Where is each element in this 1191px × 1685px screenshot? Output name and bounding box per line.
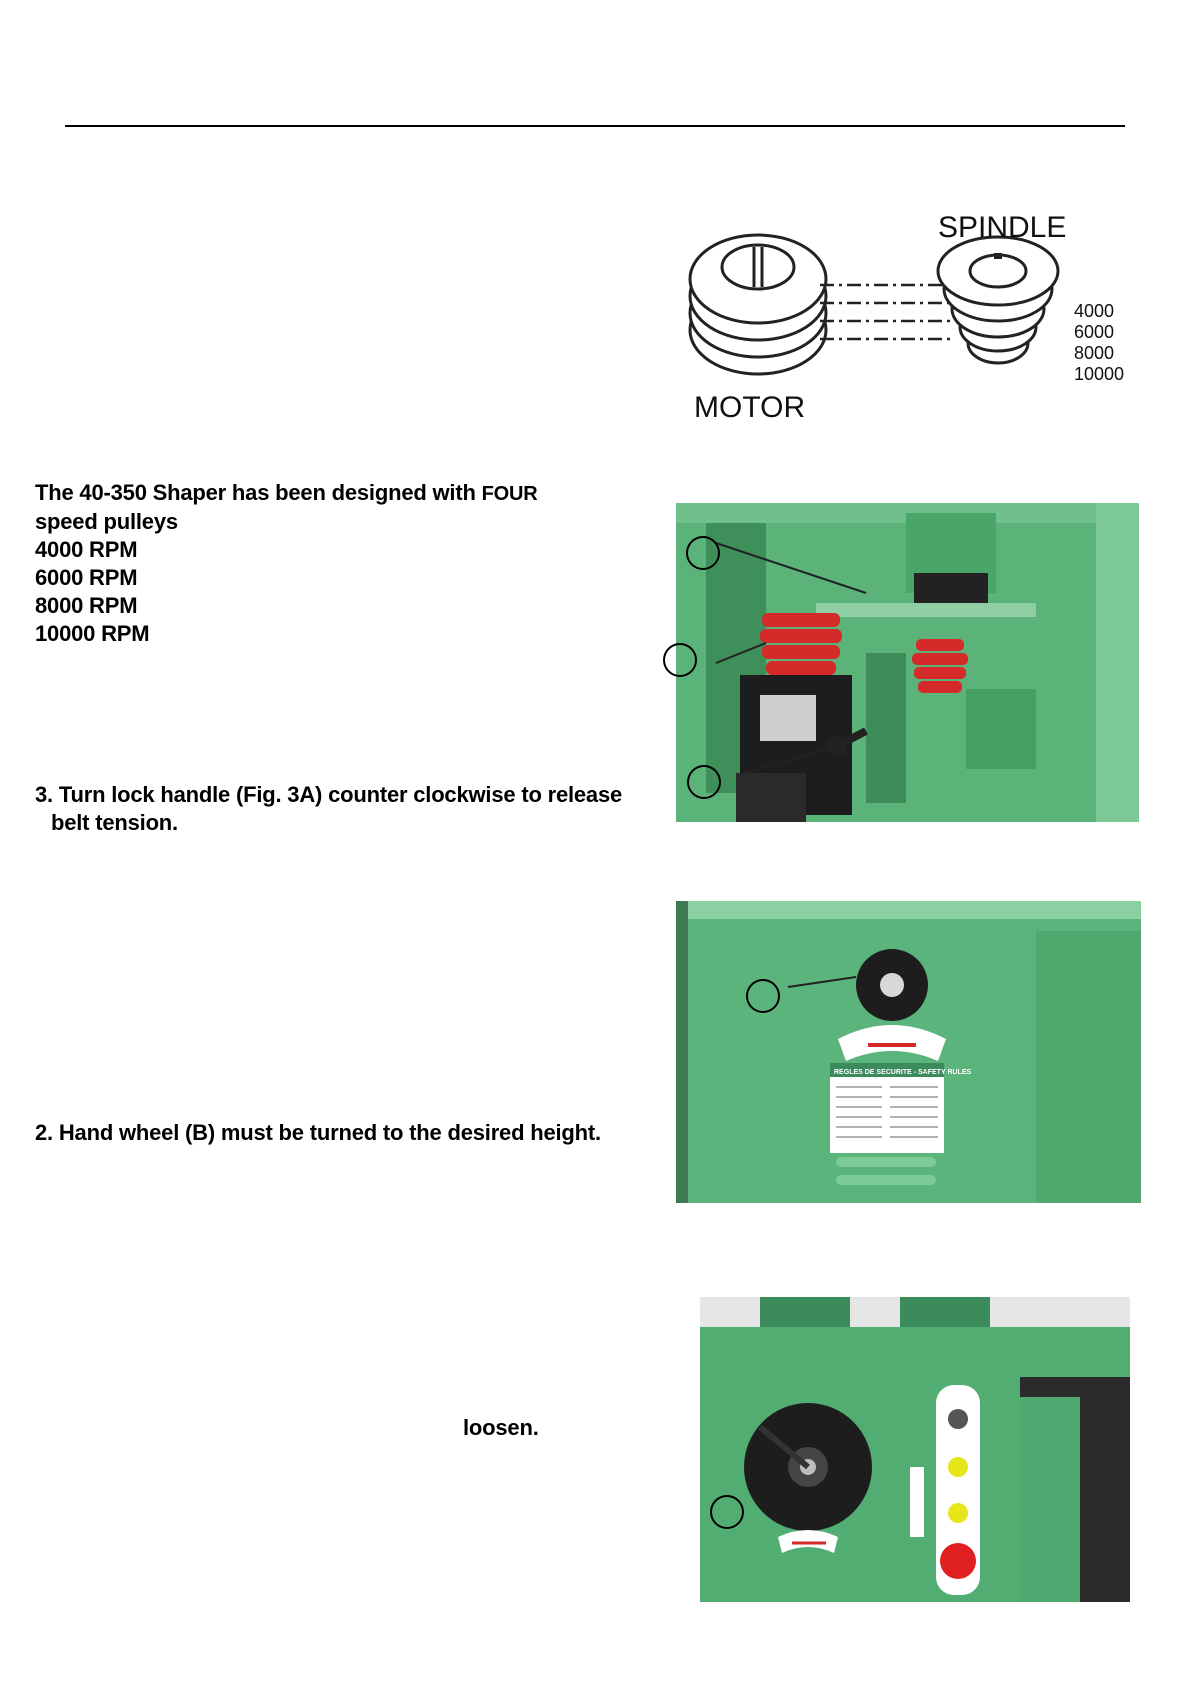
- spindle-label: SPINDLE: [938, 211, 1067, 244]
- callout-circle: [663, 643, 697, 677]
- motor-pulley-icon: [690, 235, 826, 374]
- pulley-speed-diagram: [680, 205, 1140, 435]
- callout-circle: [710, 1495, 744, 1529]
- motor-label: MOTOR: [694, 391, 806, 424]
- speed-item: 8000 RPM: [35, 593, 138, 618]
- callout-circle: [746, 979, 780, 1013]
- pulley-compartment-photo: [676, 503, 1139, 822]
- step-text: 3. Turn lock handle (Fig. 3A) counter clockwise to release: [35, 782, 623, 807]
- step-text: 2. Hand wheel (B) must be turned to the desired height.: [35, 1120, 601, 1145]
- intro-emphasis: FOUR: [481, 483, 538, 505]
- callout-circle: [686, 536, 720, 570]
- intro-line-2: speed pulleys: [35, 509, 178, 534]
- speed-item: 6000 RPM: [35, 565, 138, 590]
- lock-knob-photo: [676, 901, 1141, 1203]
- step-text: loosen.: [463, 1415, 539, 1440]
- header-rule: [65, 125, 1125, 127]
- speed-label: 6000: [1074, 322, 1115, 342]
- intro-line-1: [35, 479, 537, 508]
- hand-wheel-photo: [700, 1297, 1130, 1602]
- spindle-pulley-icon: [938, 237, 1058, 363]
- step-text: belt tension.: [51, 810, 178, 835]
- speed-label: 4000: [1074, 301, 1115, 321]
- intro-text: The 40-350 Shaper has been designed with: [35, 480, 482, 505]
- speed-label: 10000: [1074, 364, 1125, 384]
- callout-circle: [687, 765, 721, 799]
- speed-item: 10000 RPM: [35, 621, 150, 646]
- speed-label: 8000: [1074, 343, 1115, 363]
- speed-item: 4000 RPM: [35, 537, 138, 562]
- safety-rules-label: REGLES DE SECURITE - SAFETY RULES: [834, 1069, 972, 1076]
